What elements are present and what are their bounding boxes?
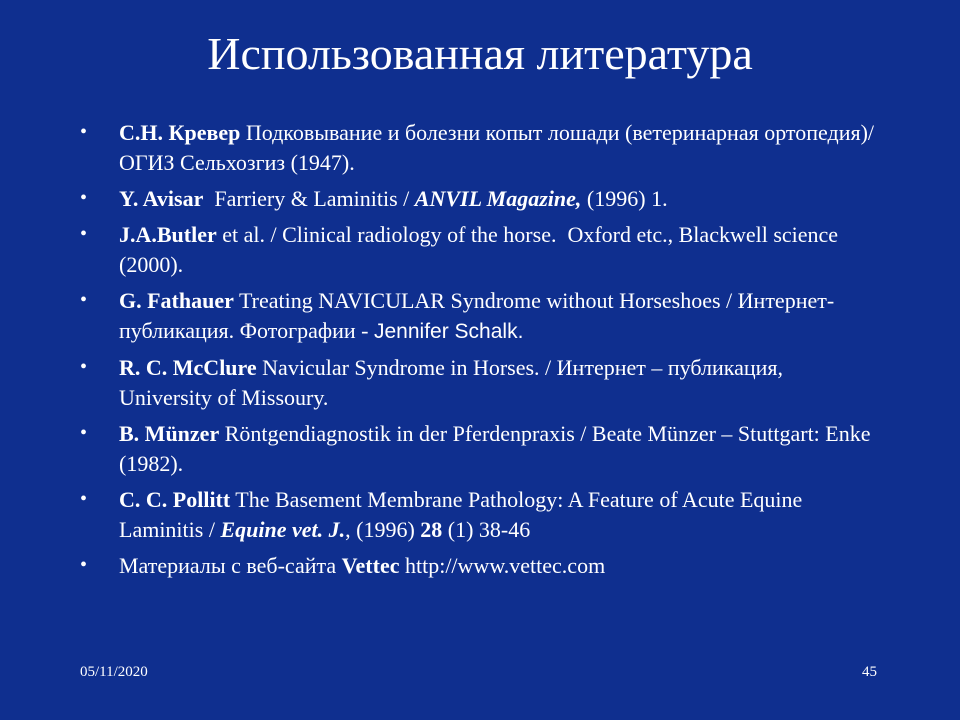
reference-item	[80, 220, 880, 280]
reference-text: Подковывание и болезни копыт лошади (ветеринарная ортопедия)/ ОГИЗ Сельхозгиз (1947).	[119, 120, 875, 175]
reference-author: G. Fathauer	[119, 288, 234, 313]
reference-text: et al. / Clinical radiology of the horse. Oxford etc., Blackwell science (2000).	[119, 222, 844, 277]
reference-text: , (1996)	[345, 517, 421, 542]
reference-journal: Equine vet. J.	[220, 517, 346, 542]
photo-credit: Jennifer Schalk.	[374, 320, 524, 343]
reference-text: Farriery & Laminitis /	[203, 186, 415, 211]
page-number: 45	[862, 664, 877, 680]
website-url: http://www.vettec.com	[399, 553, 606, 578]
reference-author: Y. Avisar	[119, 186, 204, 211]
bullet-icon: •	[80, 554, 88, 576]
bullet-icon: •	[80, 356, 88, 378]
reference-text: Navicular Syndrome in Horses. / Интернет – публикация, University of Missoury.	[119, 355, 784, 410]
bullet-icon: •	[80, 289, 88, 311]
reference-item	[80, 419, 880, 479]
reference-author: C. C. Pollitt	[119, 487, 231, 512]
reference-volume: 28	[420, 517, 443, 542]
reference-author: B. Münzer	[119, 421, 220, 446]
bullet-icon: •	[80, 223, 88, 245]
reference-text: Röntgendiagnostik in der Pferdenpraxis / Beate Münzer – Stuttgart: Enke (1982).	[119, 421, 871, 476]
bullet-icon: •	[80, 187, 88, 209]
reference-text: (1996) 1.	[581, 186, 668, 211]
reference-text: Материалы с веб-сайта	[119, 553, 342, 578]
bullet-icon: •	[80, 422, 88, 444]
reference-item	[80, 118, 880, 178]
bullet-icon: •	[80, 121, 88, 143]
slide-title: Использованная литература	[207, 28, 753, 79]
reference-list	[80, 118, 880, 587]
website-name: Vettec	[341, 553, 400, 578]
reference-text: The Basement Membrane Pathology: A Feature of Acute Equine Laminitis /	[119, 487, 803, 542]
reference-item	[80, 551, 880, 581]
reference-item	[80, 286, 880, 347]
footer-date: 05/11/2020	[80, 664, 148, 680]
reference-text: Treating NAVICULAR Syndrome without Horseshoes / Интернет-публикация. Фотографии -	[119, 288, 835, 343]
reference-item	[80, 485, 880, 545]
reference-author: J.A.Butler	[119, 222, 217, 247]
reference-item	[80, 184, 880, 214]
reference-journal: ANVIL Magazine,	[414, 186, 582, 211]
bullet-icon: •	[80, 488, 88, 510]
reference-item	[80, 353, 880, 413]
reference-author: R. C. McClure	[119, 355, 257, 380]
reference-text: (1) 38-46	[442, 517, 531, 542]
reference-author: С.Н. Кревер	[119, 120, 241, 145]
